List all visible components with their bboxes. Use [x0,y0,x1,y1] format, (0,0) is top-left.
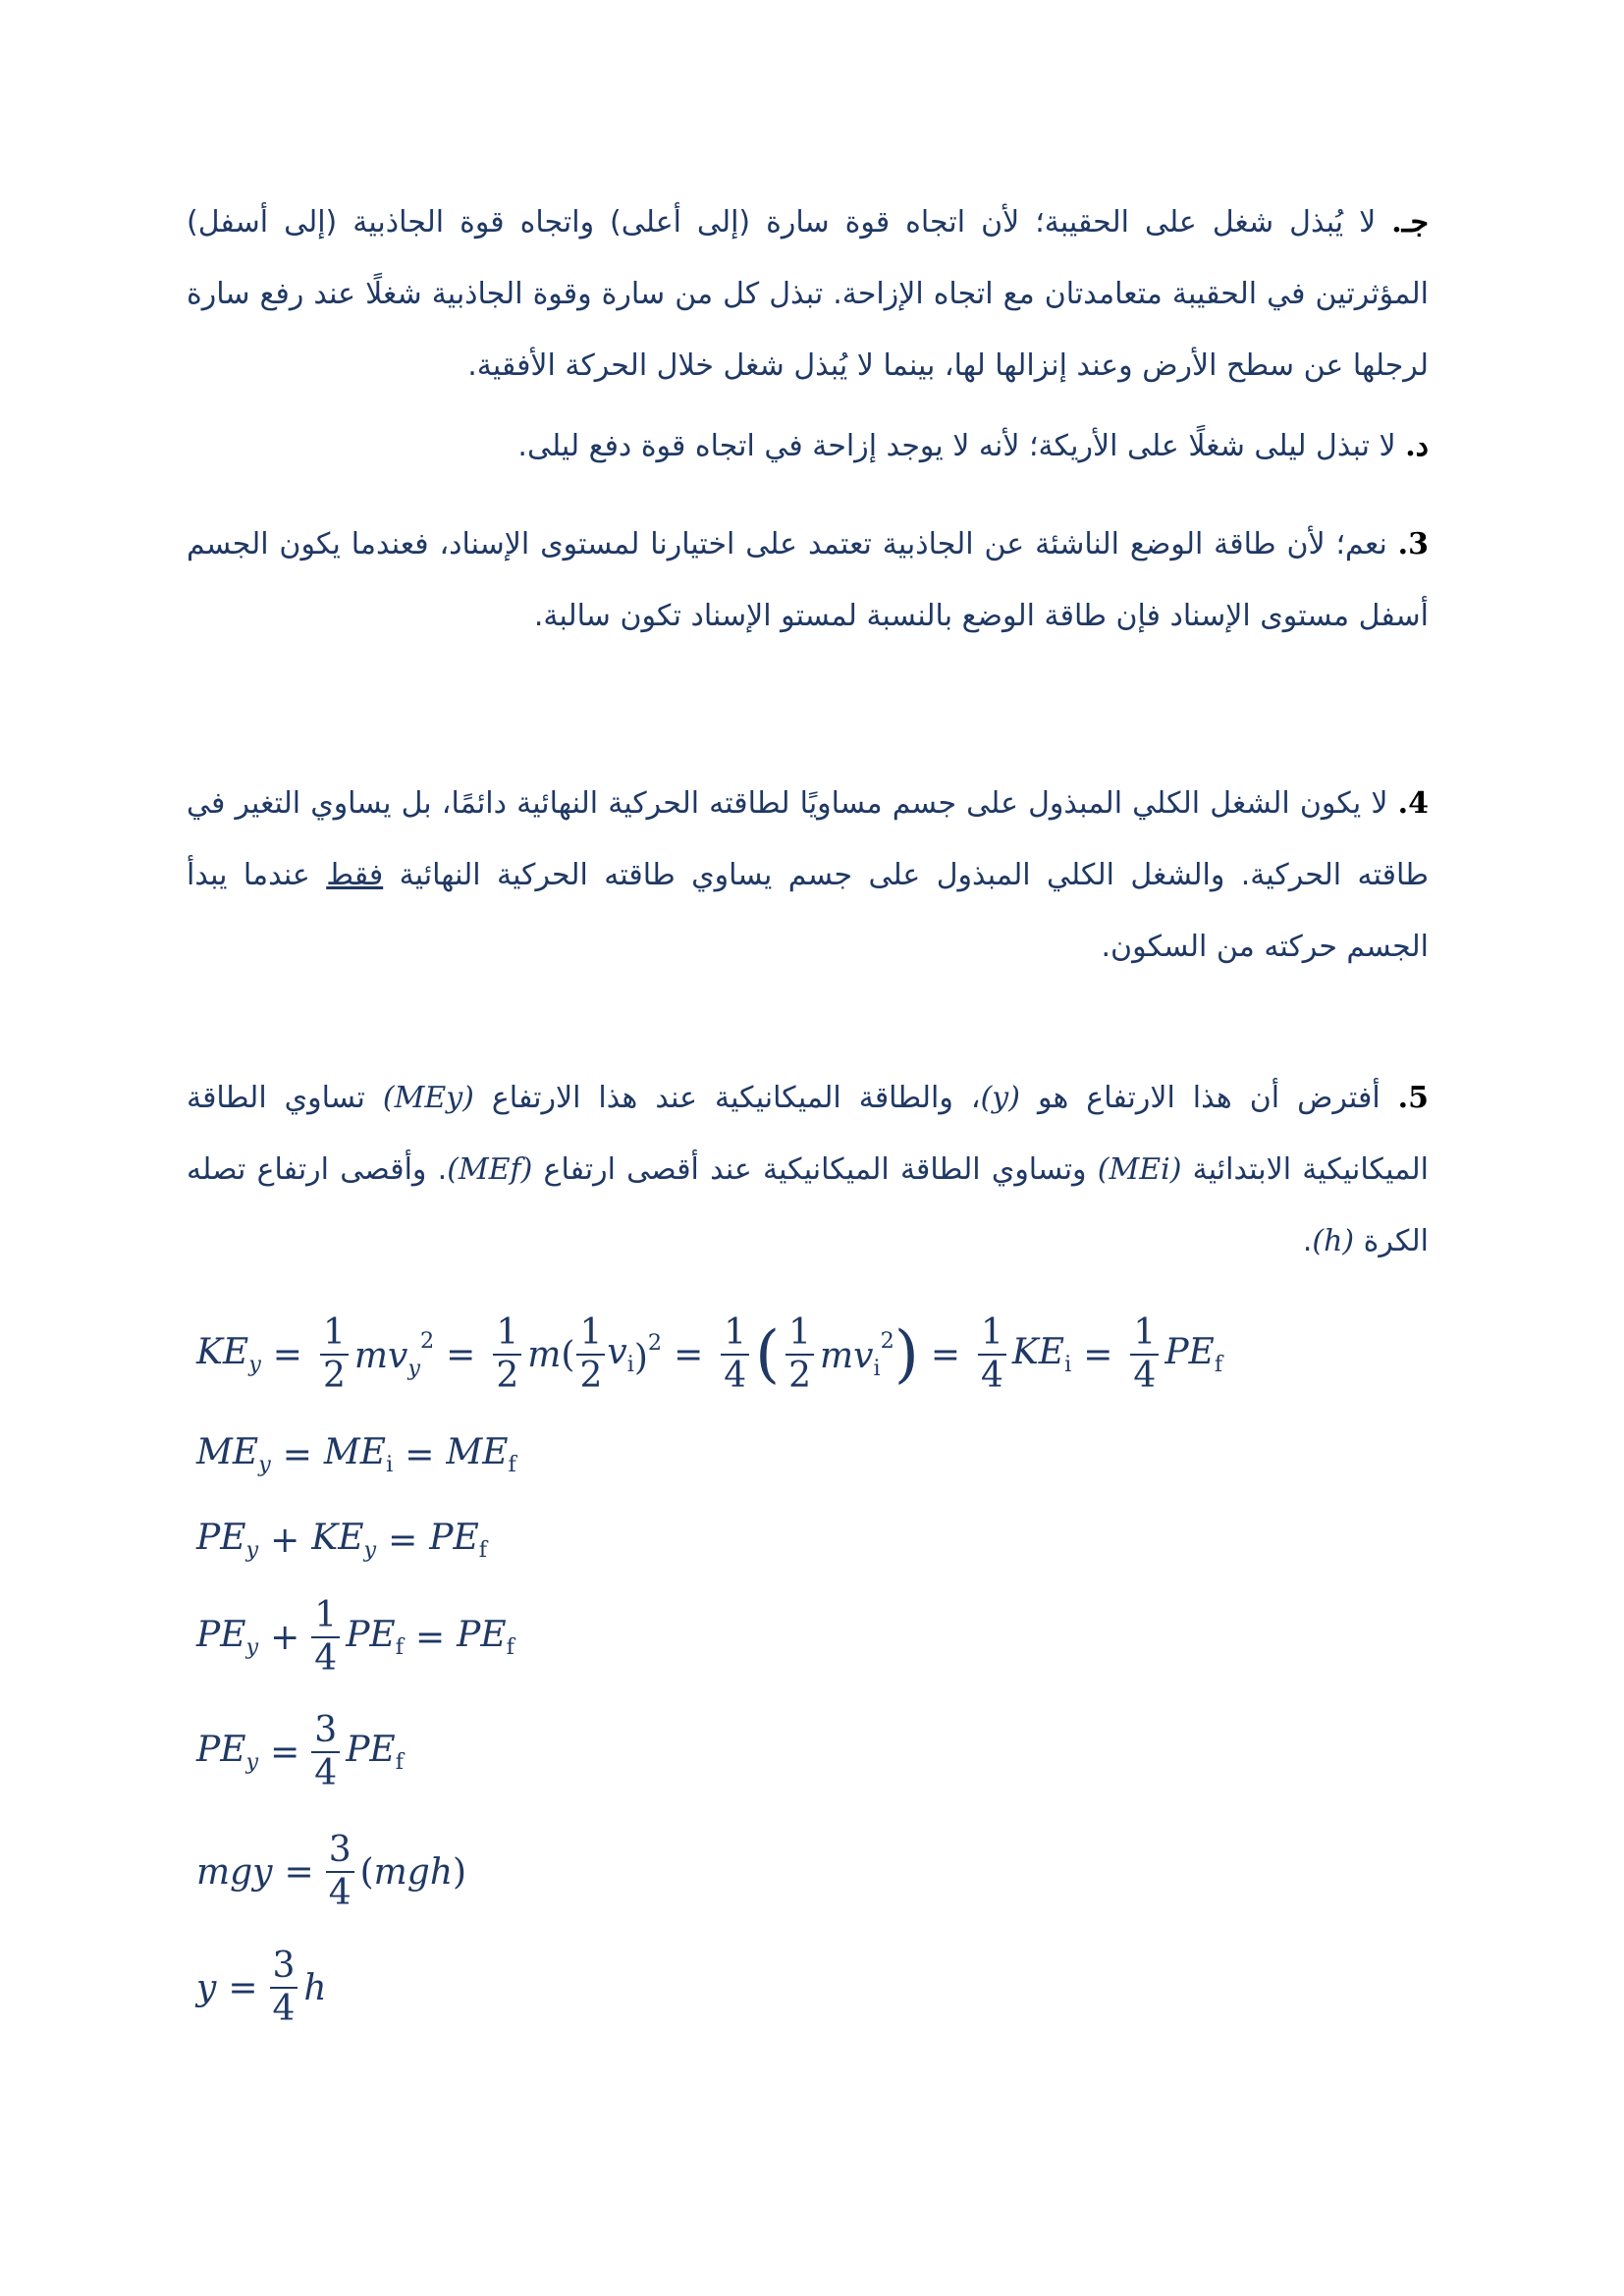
answer-5-text-3: تساوي الطاقة الميكانيكية الابتدائية [187,1081,1429,1187]
answer-4-text-a: لا يكون الشغل الكلي المبذول على جسم مساويًا لطاقته الحركية النهائية دائمًا، بل يساوي التغير في طاقته الحركية. والشغل الكلي المبذول على جسم يساوي طاقته الحركية النهائية [187,786,1429,892]
answer-5-math-5: (h) [1312,1224,1355,1258]
answer-5-text-2: ، والطاقة الميكانيكية عند هذا الارتفاع [473,1081,981,1115]
answer-4-label: 4. [1397,786,1429,821]
answer-jeem [187,187,1429,401]
answer-5-text-4: وتساوي الطاقة الميكانيكية عند أقصى ارتفاع [532,1152,1098,1187]
answer-4-text-b: عندما يبدأ الجسم حركته من السكون. [187,858,1429,964]
answer-5-text-6: . [1302,1224,1313,1258]
answer-4-underlined: فقط [326,858,384,892]
equation-5: $PE_y$ = $\frac{3}{4}$ $PE_f$ [196,1710,404,1793]
answer-jeem-label: جـ. [1391,205,1429,240]
answer-5-text-1: أفترض أن هذا الارتفاع هو [1019,1081,1398,1115]
answer-4 [187,768,1429,983]
equation-7: y = $\frac{3}{4}$ h [196,1946,327,2029]
equation-3: $PE_y$ + $KE_y$ = $PE_f$ [196,1518,488,1563]
answer-dal-text: لا تبذل ليلى شغلًا على الأريكة؛ لأنه لا يوجد إزاحة في اتجاه قوة دفع ليلى. [517,429,1406,463]
answer-3-text: نعم؛ لأن طاقة الوضع الناشئة عن الجاذبية تعتمد على اختيارنا لمستوى الإسناد، فعندما يكون الجسم أسفل مستوى الإسناد فإن طاقة الوضع بالنسبة لمستو الإسناد تكون سالبة. [187,527,1429,633]
answer-5-math-4: (MEf) [447,1152,533,1187]
answer-3-label: 3. [1397,527,1429,561]
answer-3 [187,508,1429,652]
equation-6: mgy = $\frac{3}{4}$ ( mgh ) [196,1830,467,1913]
equation-1: $KE_y$ = $\frac{1}{2}$ $mv_y^2$ = $\frac{1}{2}$ m ( $\frac{1}{2}$ $v_i$ )$^2$ = $\frac{1}{4}$ ( $\frac{1}{2}$ $mv_i^2$ ) = $\frac{1}{4}$ $KE_i$ = $\frac{1}{4}$ $PE_f$ [196,1312,1223,1396]
answer-jeem-text: لا يُبذل شغل على الحقيبة؛ لأن اتجاه قوة سارة (إلى أعلى) واتجاه قوة الجاذبية (إلى أسفل) المؤثرتين في الحقيبة متعامدتان مع اتجاه الإزاحة. تبذل كل من سارة وقوة الجاذبية شغلًا عند رفع سارة لرجلها عن سطح الأرض وعند إنزالها لها، بينما لا يُبذل شغل خلال الحركة الأفقية. [187,205,1429,383]
answer-dal [187,410,1429,482]
equation-2: $ME_y$ = $ME_i$ = $ME_f$ [196,1432,516,1477]
answer-5 [187,1062,1429,1277]
answer-dal-label: د. [1405,429,1429,463]
answer-5-math-2: (MEy) [382,1081,474,1115]
answer-5-label: 5. [1397,1081,1429,1115]
answer-5-math-1: (y) [980,1081,1020,1115]
answer-5-math-3: (MEi) [1097,1152,1182,1187]
answer-5-text-5: . وأقصى ارتفاع تصله الكرة [187,1152,1429,1258]
equation-4: $PE_y$ + $\frac{1}{4}$ $PE_f$ = $PE_f$ [196,1595,514,1679]
